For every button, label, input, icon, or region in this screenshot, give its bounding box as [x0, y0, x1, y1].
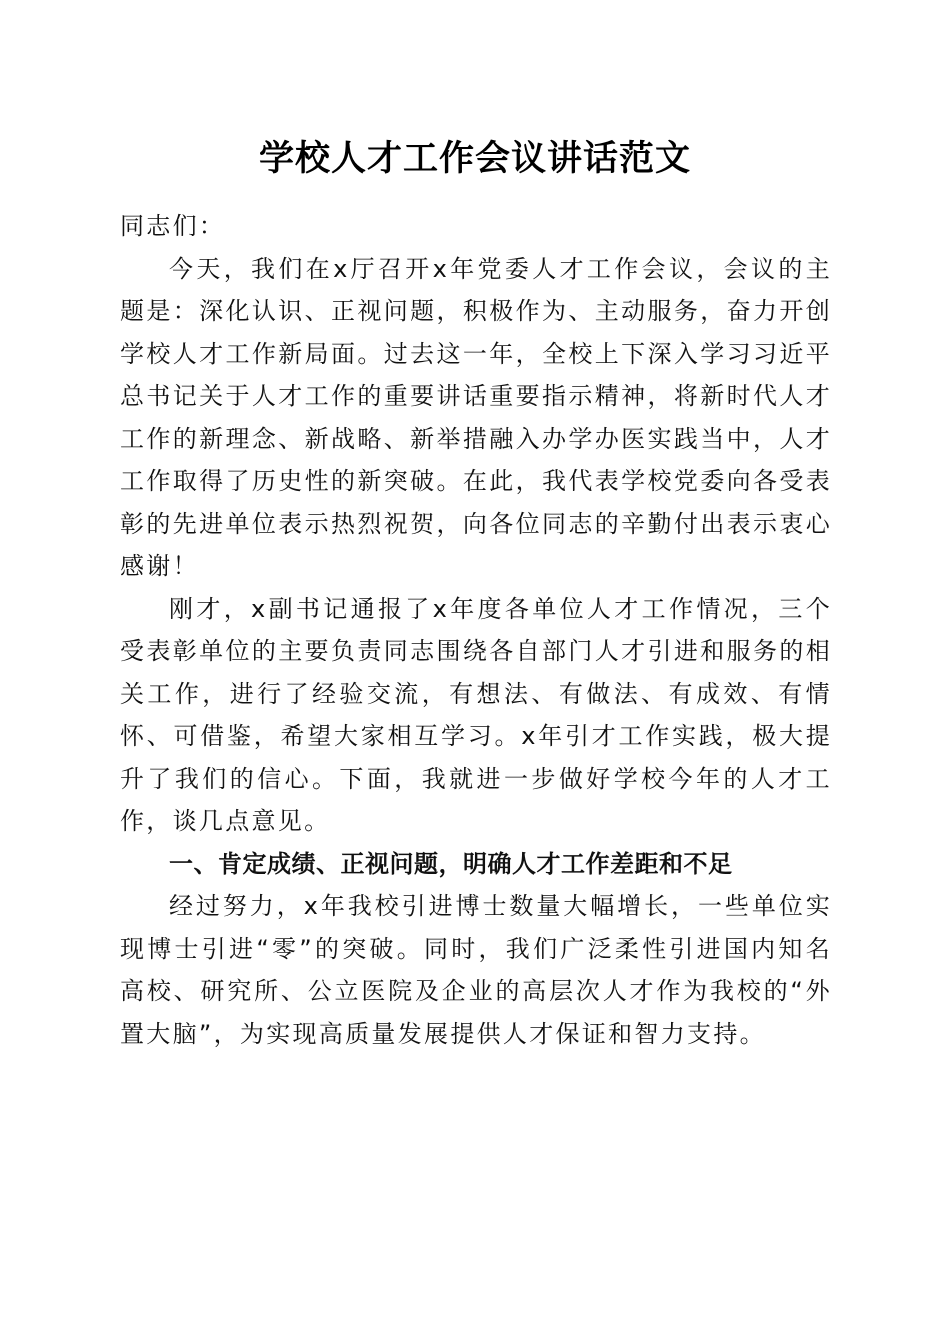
paragraph-report: 刚才，x副书记通报了x年度各单位人才工作情况，三个受表彰单位的主要负责同志围绕各自部门人才引进和服务的相关工作，进行了经验交流，有想法、有做法、有成效、有情怀、可借鉴，希望大家相互学习。x年引才工作实践，极大提升了我们的信心。下面，我就进一步做好学校今年的人才工作，谈几点意见。	[120, 594, 832, 835]
paragraph-achievements: 经过努力，x年我校引进博士数量大幅增长，一些单位实现博士引进“零”的突破。同时，我们广泛柔性引进国内知名高校、研究所、公立医院及企业的高层次人才作为我校的“外置大脑”，为实现高质量发展提供人才保证和智力支持。	[120, 892, 832, 1048]
salutation: 同志们：	[120, 212, 226, 240]
paragraph-intro: 今天，我们在x厅召开x年党委人才工作会议，会议的主题是：深化认识、正视问题，积极作为、主动服务，奋力开创学校人才工作新局面。过去这一年，全校上下深入学习习近平总书记关于人才工作的重要讲话重要指示精神，将新时代人才工作的新理念、新战略、新举措融入办学办医实践当中，人才工作取得了历史性的新突破。在此，我代表学校党委向各受表彰的先进单位表示热烈祝贺，向各位同志的辛勤付出表示衷心感谢！	[120, 254, 832, 580]
section-heading: 一、肯定成绩、正视问题，明确人才工作差距和不足	[169, 849, 733, 878]
document-title: 学校人才工作会议讲话范文	[258, 138, 691, 179]
document-body	[120, 205, 832, 1055]
